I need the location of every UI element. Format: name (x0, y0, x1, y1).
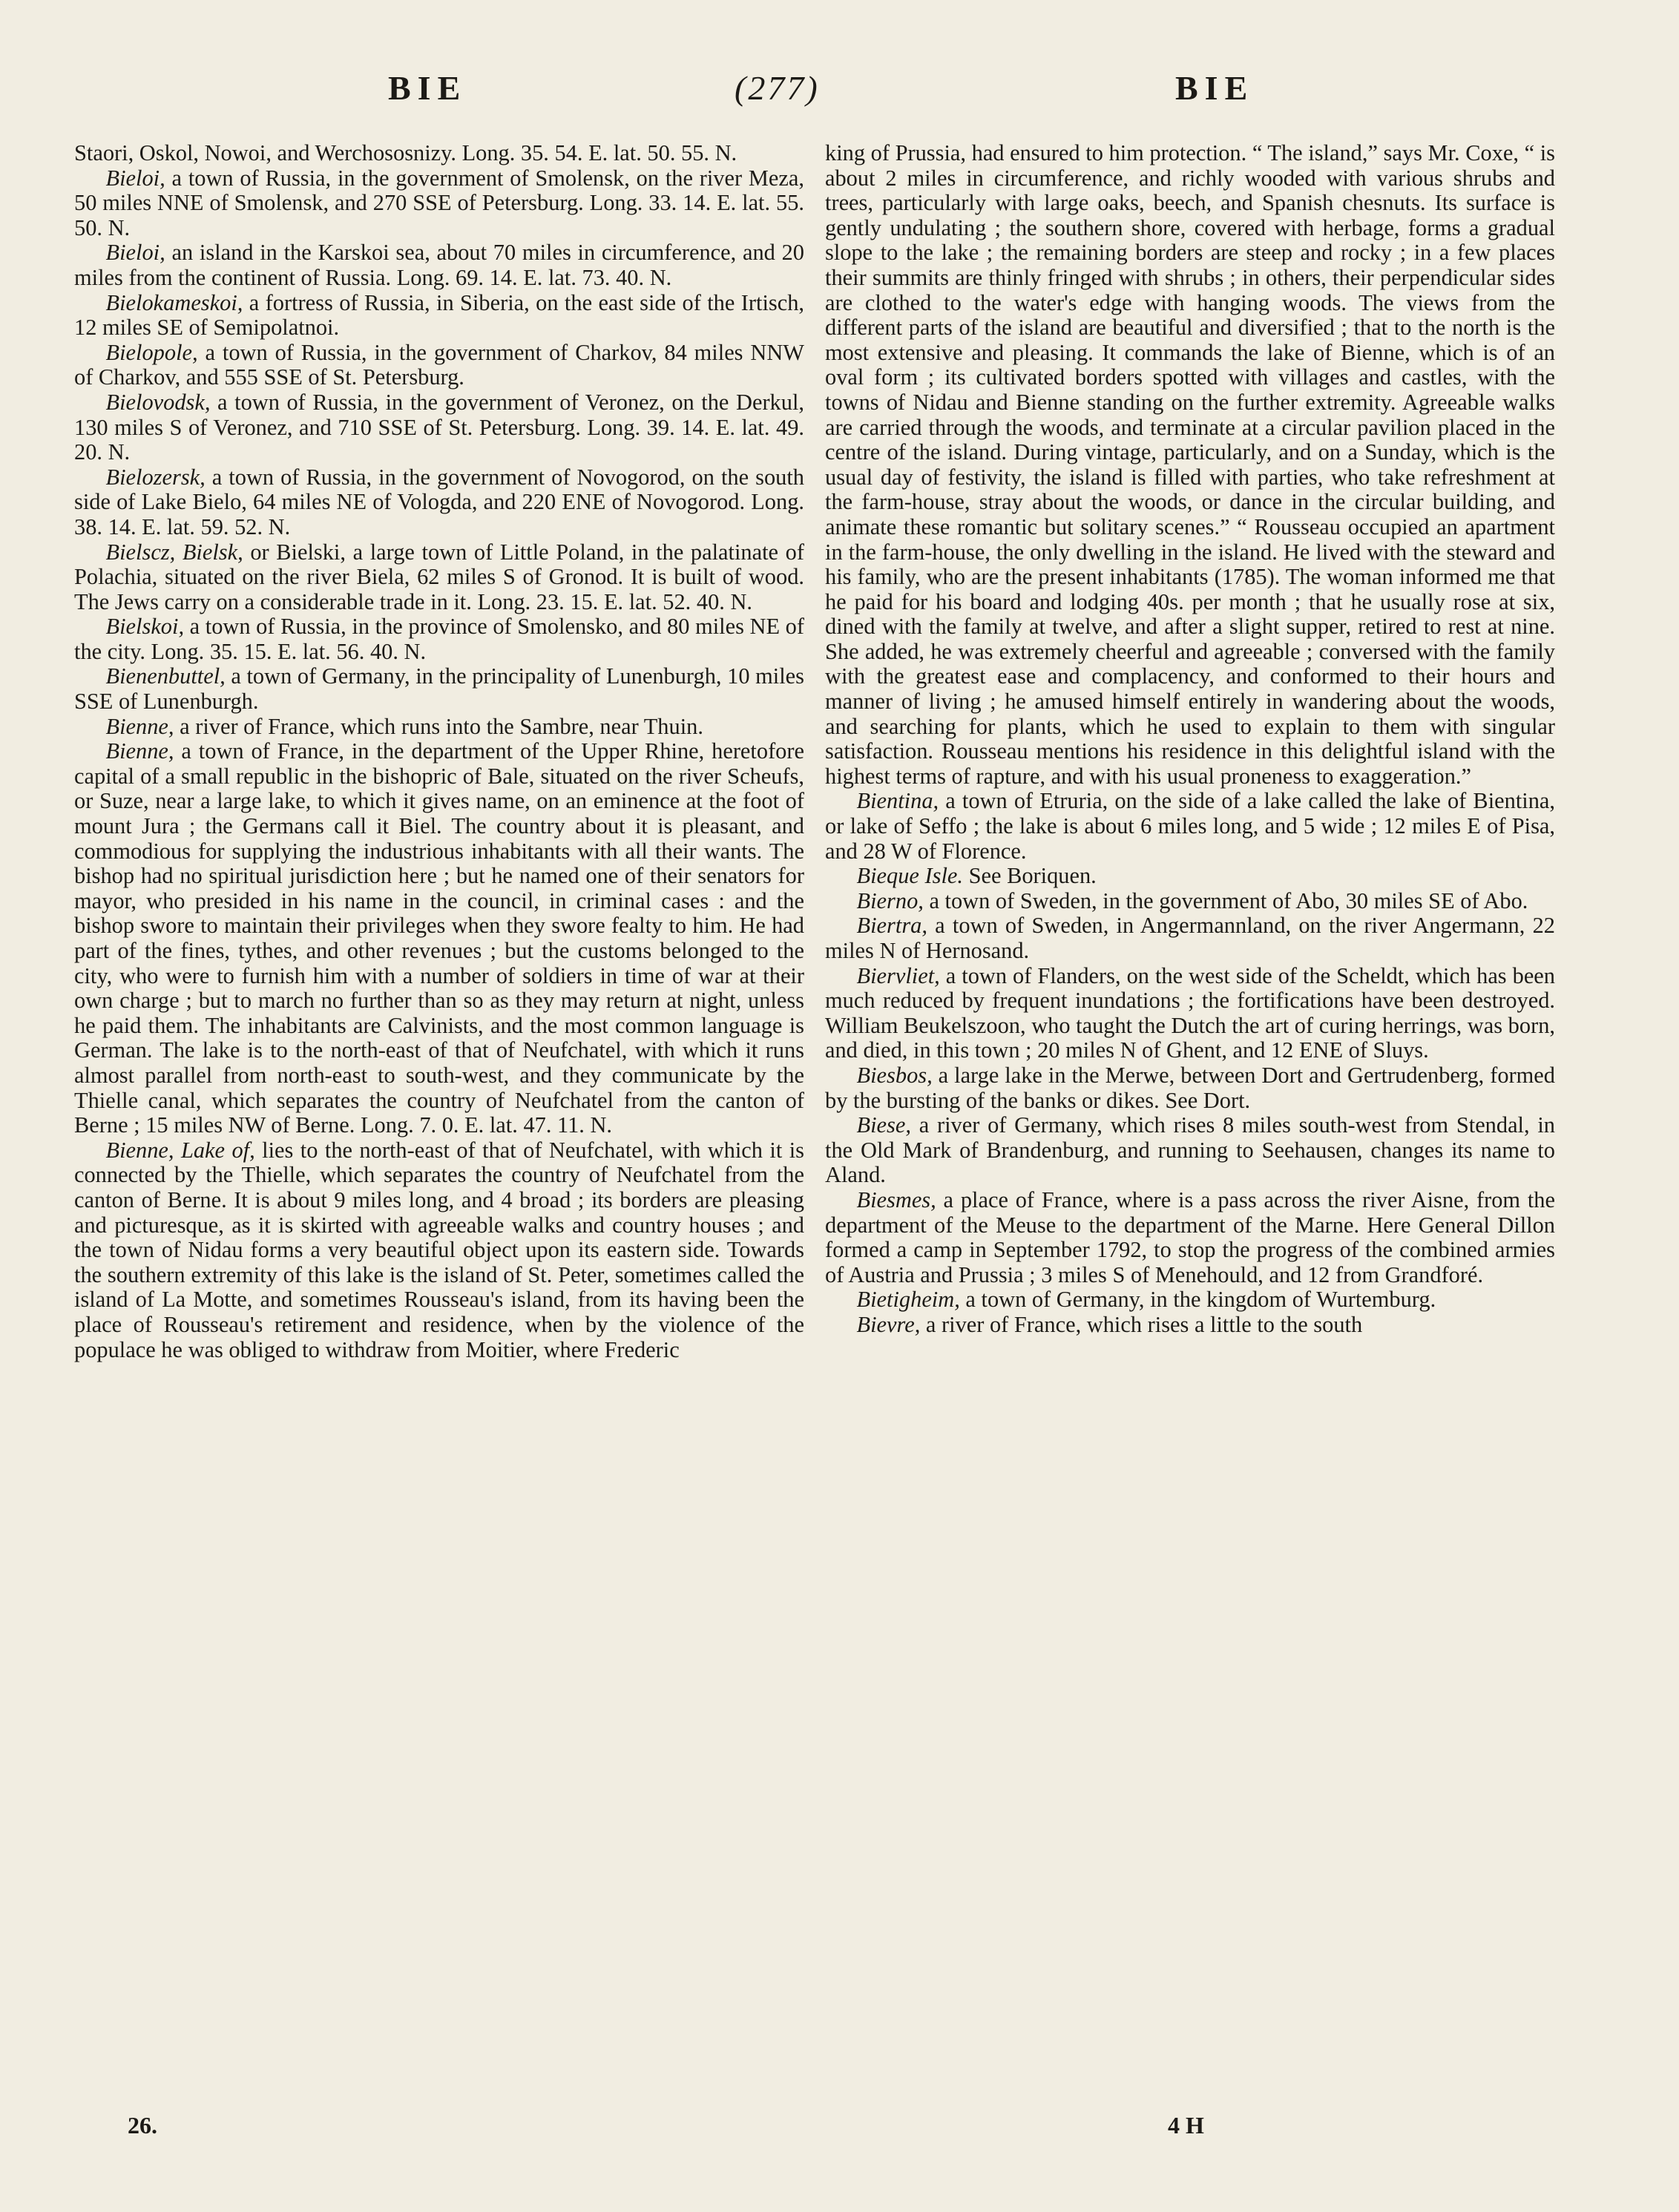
entry-text: Staori, Oskol, Nowoi, and Werchososnizy. Long. 35. 54. E. lat. 50. 55. N. (74, 140, 737, 165)
entry-headword: Bienne, Lake of, (105, 1137, 255, 1163)
gazetteer-entry (74, 715, 804, 740)
gazetteer-entry (825, 913, 1555, 963)
entry-text: a large lake in the Merwe, between Dort and Gertrudenberg, formed by the bursting of the banks or dikes. See Dort. (825, 1062, 1555, 1113)
gazetteer-entry (825, 889, 1555, 914)
gazetteer-entry (74, 240, 804, 290)
entry-headword: Bieloi, (105, 240, 165, 266)
entry-headword: Bielopole, (105, 339, 198, 365)
entry-text: a town of Sweden, in the government of Abo, 30 miles SE of Abo. (923, 887, 1528, 913)
gazetteer-entry (74, 540, 804, 615)
entry-text: See Boriquen. (963, 863, 1097, 889)
gazetteer-entry (825, 141, 1555, 789)
entry-headword: Bielozersk, (105, 464, 206, 490)
entry-text: a town of Russia, in the government of Smolensk, on the river Meza, 50 miles NNE of Smolensk, and 270 SSE of Petersburg. Long. 33. 14. E. lat. 55. 50. N. (74, 165, 804, 240)
page-number: (277) (735, 69, 820, 107)
entry-headword: Bierno, (856, 887, 924, 913)
gazetteer-entry (825, 1287, 1555, 1313)
entry-text: a town of Russia, in the government of Novogorod, on the south side of Lake Bielo, 64 miles NE of Vologda, and 220 ENE of Novogorod. Long. 38. 14. E. lat. 59. 52. N. (74, 464, 804, 539)
gazetteer-entry (825, 1313, 1555, 1338)
entry-headword: Bieque Isle. (856, 863, 963, 889)
entry-text: a town of Sweden, in Angermannland, on the river Angermann, 22 miles N of Hernosand. (825, 913, 1555, 963)
entry-text: a town of Russia, in the government of Veronez, on the Derkul, 130 miles S of Veronez, and 710 SSE of St. Petersburg. Long. 39. 14. E. lat. 49. 20. N. (74, 389, 804, 465)
gazetteer-entry (825, 1063, 1555, 1113)
entry-text: a river of Germany, which rises 8 miles south-west from Stendal, in the Old Mark of Brandenburg, and running to Seehausen, changes its name to Aland. (825, 1112, 1555, 1188)
entry-headword: Bielskoi, (105, 614, 185, 640)
gathering-mark: 4 H (1168, 2112, 1204, 2139)
gazetteer-entry (825, 1188, 1555, 1287)
entry-headword: Biesbos, (856, 1062, 933, 1088)
entry-headword: Biervliet, (856, 962, 940, 988)
entry-text: lies to the north-east of that of Neufchatel, with which it is connected by the Thielle, which separates the country of Neufchatel from the canton of Berne. It is about 9 miles long, and 4 broad ; its borders are pleasing and picturesque, as it is skirted with agreeable walks and country houses ; and the town of Nidau forms a very beautiful object upon its eastern side. Towards the southern extremity of this lake is the island of St. Peter, sometimes called the island of La Motte, and sometimes Rousseau's island, from its having been the place of Rousseau's retirement and residence, when by the violence of the populace he was obliged to withdraw from Moitier, where Frederic (74, 1137, 805, 1362)
entry-text: or Bielski, a large town of Little Poland, in the palatinate of Polachia, situated on the river Biela, 62 miles S of Gronod. It is built of wood. The Jews carry on a considerable trade in it. Long. 23. 15. E. lat. 52. 40. N. (74, 539, 804, 614)
entry-text: a place of France, where is a pass across the river Aisne, from the department of the Meuse to the department of the Marne. Here General Dillon formed a camp in September 1792, to stop the progress of the combined armies of Austria and Prussia ; 3 miles S of Menehould, and 12 from Grandforé. (825, 1187, 1555, 1287)
entry-headword: Bievre, (856, 1311, 921, 1337)
entry-headword: Bietigheim, (856, 1287, 960, 1313)
entry-headword: Bielscz, Bielsk, (105, 539, 243, 565)
gazetteer-entry (74, 166, 804, 241)
gazetteer-entry (74, 141, 804, 166)
gazetteer-entry (74, 614, 804, 664)
entry-text: a town of Etruria, on the side of a lake called the lake of Bientina, or lake of Seffo ; the lake is about 6 miles long, and 5 wide ; 12 miles E of Pisa, and 28 W of Florence. (825, 788, 1555, 864)
entry-text: a town of France, in the department of the Upper Rhine, heretofore capital of a small republic in the bishopric of Bale, situated on the river Scheufs, or Suze, near a large lake, to which it gives name, on an eminence at the foot of mount Jura ; the Germans call it Biel. The country about it is pleasant, and commodious for supplying the industrious inhabitants with all their wants. The bishop had no spiritual jurisdiction here ; but he named one of their senators for mayor, who presided in his name in the council, in criminal cases : and the bishop swore to maintain their privileges when they swore fealty to him. He had part of the fines, tythes, and other revenues ; but the customs belonged to the city, who were to furnish him with a number of soldiers in time of war at their own charge ; but to march no further than so as they may return at night, unless he paid them. The inhabitants are Calvinists, and the most common language is German. The lake is to the north-east of that of Neufchatel, with which it runs almost parallel from north-east to south-west, and they communicate by the Thielle canal, which separates the country of Neufchatel from the canton of Berne ; 15 miles NW of Berne. Long. 7. 0. E. lat. 47. 11. N. (74, 738, 804, 1138)
entry-text: a fortress of Russia, in Siberia, on the east side of the Irtisch, 12 miles SE of Semipolatnoi. (74, 289, 804, 341)
entry-headword: Bienne, (105, 713, 174, 739)
entry-headword: Bielovodsk, (105, 389, 211, 415)
gazetteer-entry (74, 341, 804, 390)
entry-text: a town of Germany, in the principality of Lunenburgh, 10 miles SSE of Lunenburgh. (74, 663, 804, 715)
gazetteer-entry (825, 864, 1555, 889)
gazetteer-entry (74, 465, 804, 540)
entry-headword: Bientina, (856, 788, 939, 814)
entry-text: a town of Russia, in the government of Charkov, 84 miles NNW of Charkov, and 555 SSE of St. Petersburg. (74, 339, 804, 390)
entry-text: a town of Russia, in the province of Smolensko, and 80 miles NE of the city. Long. 35. 15. E. lat. 56. 40. N. (74, 614, 804, 664)
entry-text: a river of France, which runs into the Sambre, near Thuin. (174, 713, 703, 739)
gazetteer-entry (74, 291, 804, 341)
entry-headword: Bienne, (105, 738, 174, 764)
running-header (0, 68, 1679, 120)
entry-headword: Bienenbuttel, (105, 663, 226, 689)
entry-text: king of Prussia, had ensured to him protection. “ The island,” says Mr. Coxe, “ is about 2 miles in circumference, and richly wooded with various shrubs and trees, particularly with large oaks, beech, and Spanish chesnuts. Its surface is gently undulating ; the southern shore, covered with herbage, forms a gradual slope to the lake ; the remaining borders are steep and rocky ; in a few places their summits are thinly fringed with shrubs ; in others, their perpendicular sides are clothed to the water's edge with hanging woods. The views from the different parts of the island are beautiful and diversified ; that to the north is the most extensive and pleasing. It commands the lake of Bienne, which is of an oval form ; its cultivated borders spotted with villages and castles, with the towns of Nidau and Bienne standing on the further extremity. Agreeable walks are carried through the woods, and terminate at a circular pavilion placed in the centre of the island. During vintage, particularly, and on a Sunday, which is the usual day of festivity, the island is filled with parties, who take refreshment at the farm-house, stray about the woods, or dance in the circular building, and animate these romantic but solitary scenes.” “ Rousseau occupied an apartment in the farm-house, the only dwelling in the island. He lived with the steward and his family, who are the present inhabitants (1785). The woman informed me that he paid for his board and lodging 40s. per month ; that he usually rose at six, dined with the family at twelve, and after a slight supper, retired to rest at nine. She added, he was extremely cheerful and agreeable ; conversed with the family with the greatest ease and complacency, and conformed to their hours and manner of living ; he amused himself entirely in wandering about the woods, and searching for plants, which he used to explain to them with singular satisfaction. Rousseau mentions his residence in this delightful island with the highest terms of rapture, and with his usual proneness to exaggeration.” (825, 140, 1555, 789)
gazetteer-entry (825, 964, 1555, 1063)
gazetteer-entry (74, 739, 804, 1138)
entry-headword: Bielokameskoi, (105, 289, 243, 315)
gazetteer-entry (74, 664, 804, 714)
gazetteer-entry (74, 390, 804, 465)
header-left-word: BIE (388, 69, 467, 107)
entry-text: a town of Germany, in the kingdom of Wurtemburg. (959, 1287, 1436, 1313)
entry-headword: Biertra, (856, 913, 927, 939)
gazetteer-entry (825, 789, 1555, 864)
entry-headword: Biese, (856, 1112, 911, 1138)
header-right-word: BIE (1175, 69, 1255, 107)
entry-headword: Biesmes, (856, 1187, 936, 1212)
entry-headword: Bieloi, (105, 165, 165, 191)
right-column (825, 141, 1555, 1338)
left-column (74, 141, 804, 1362)
gazetteer-entry (825, 1113, 1555, 1188)
signature-mark: 26. (128, 2112, 157, 2139)
entry-text: a river of France, which rises a little to the south (920, 1311, 1363, 1337)
entry-text: a town of Flanders, on the west side of the Scheldt, which has been much reduced by frequent inundations ; the fortifications have been destroyed. William Beukelszoon, who taught the Dutch the art of curing herrings, was born, and died, in this town ; 20 miles N of Ghent, and 12 ENE of Sluys. (825, 962, 1555, 1063)
entry-text: an island in the Karskoi sea, about 70 miles in circumference, and 20 miles from the continent of Russia. Long. 69. 14. E. lat. 73. 40. N. (74, 240, 804, 290)
gazetteer-entry (74, 1138, 804, 1362)
